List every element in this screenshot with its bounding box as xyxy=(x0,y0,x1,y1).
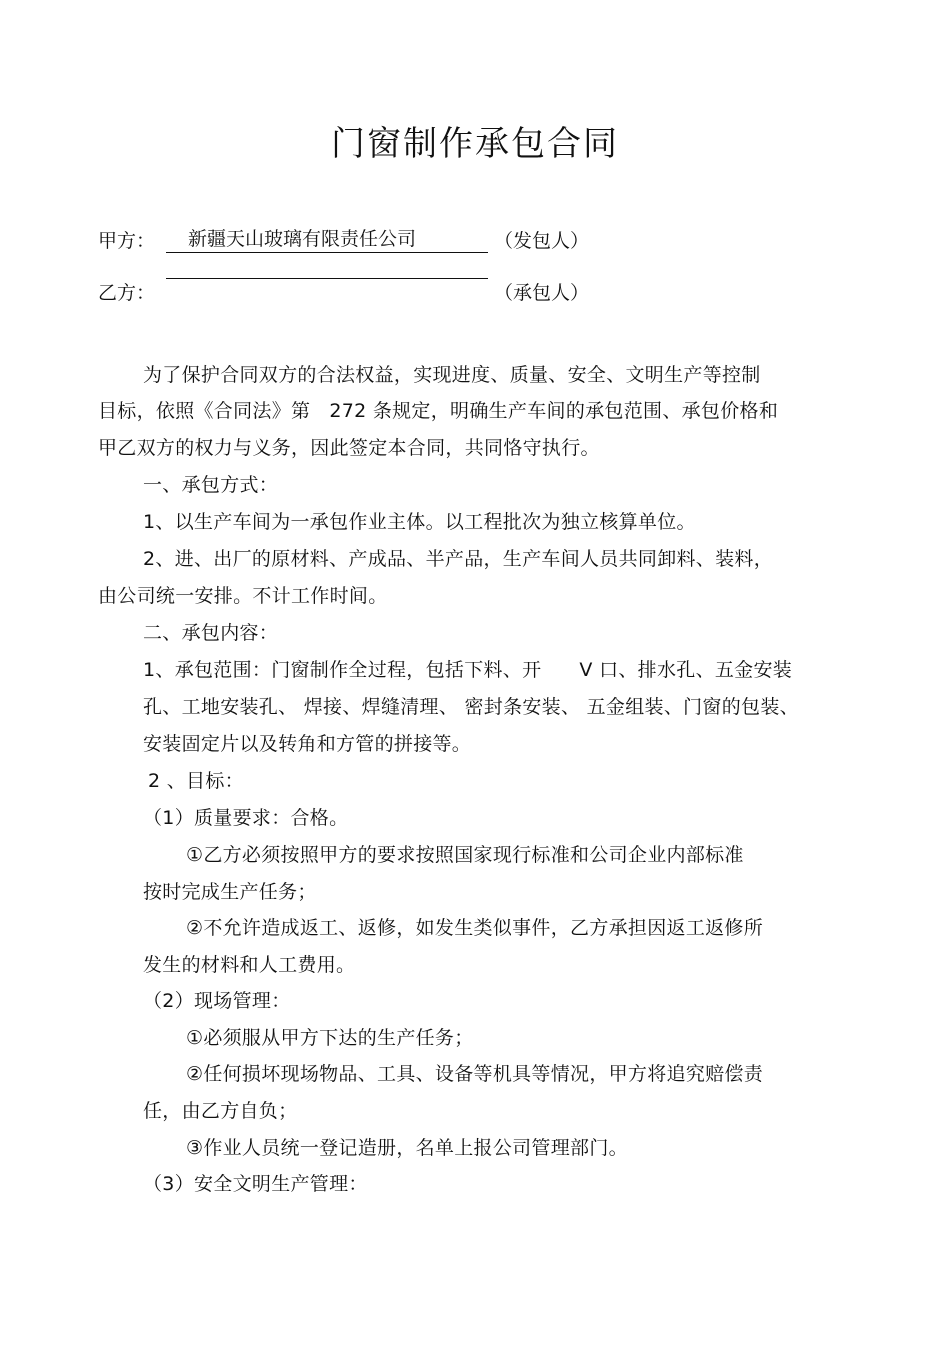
subsection-heading: （2）现场管理： xyxy=(143,990,291,1012)
paragraph-line: 按时完成生产任务； xyxy=(143,881,317,903)
paragraph-line: 发生的材料和人工费用。 xyxy=(143,954,356,976)
section-heading: 一、承包方式： xyxy=(143,474,279,496)
paragraph-line: ②不允许造成返工、返修，如发生类似事件，乙方承担因返工返修所 xyxy=(186,917,764,939)
paragraph-line: 为了保护合同双方的合法权益，实现进度、质量、安全、文明生产等控制 xyxy=(143,364,761,386)
paragraph-line: 甲乙双方的权力与义务，因此签定本合同，共同恪守执行。 xyxy=(98,437,600,459)
party-b-name xyxy=(166,278,488,279)
subsection-heading: （1）质量要求：合格。 xyxy=(143,807,349,829)
paragraph-line: ①乙方必须按照甲方的要求按照国家现行标准和公司企业内部标准 xyxy=(186,844,744,866)
paragraph-line: ②任何损坏现场物品、工具、设备等机具等情况，甲方将追究赔偿责 xyxy=(186,1063,764,1085)
subsection-heading: 2 、目标： xyxy=(148,770,244,792)
document-title: 门窗制作承包合同 xyxy=(331,124,619,164)
party-a-label: 甲方： xyxy=(98,230,156,252)
paragraph-line: 目标，依照《合同法》第 272 条规定，明确生产车间的承包范围、承包价格和 xyxy=(98,400,779,422)
paragraph-line: 安装固定片以及转角和方管的拼接等。 xyxy=(143,733,472,755)
party-a-name: 新疆天山玻璃有限责任公司 xyxy=(166,226,488,253)
paragraph-line: 由公司统一安排。不计工作时间。 xyxy=(98,585,388,607)
paragraph-line: ①必须服从甲方下达的生产任务； xyxy=(186,1027,474,1049)
paragraph-line: 任，由乙方自负； xyxy=(143,1100,298,1122)
party-a-row xyxy=(98,226,589,256)
paragraph-line: ③作业人员统一登记造册，名单上报公司管理部门。 xyxy=(186,1137,628,1159)
subsection-heading: （3）安全文明生产管理： xyxy=(143,1173,368,1195)
party-b-role: （承包人） xyxy=(494,282,590,304)
paragraph-line: 2、进、出厂的原材料、产成品、半产品，生产车间人员共同卸料、装料， xyxy=(143,548,773,570)
party-a-role: （发包人） xyxy=(494,230,590,252)
party-b-label: 乙方： xyxy=(98,282,156,304)
section-heading: 二、承包内容： xyxy=(143,622,279,644)
paragraph-line: 孔、工地安装孔、 焊接、焊缝清理、 密封条安装、 五金组装、门窗的包装、 xyxy=(143,696,799,718)
paragraph-line: 1、以生产车间为一承包作业主体。以工程批次为独立核算单位。 xyxy=(143,511,696,533)
party-b-row xyxy=(98,278,589,308)
paragraph-line: 1、承包范围：门窗制作全过程，包括下料、开 V 口、排水孔、五金安装 xyxy=(143,659,793,681)
